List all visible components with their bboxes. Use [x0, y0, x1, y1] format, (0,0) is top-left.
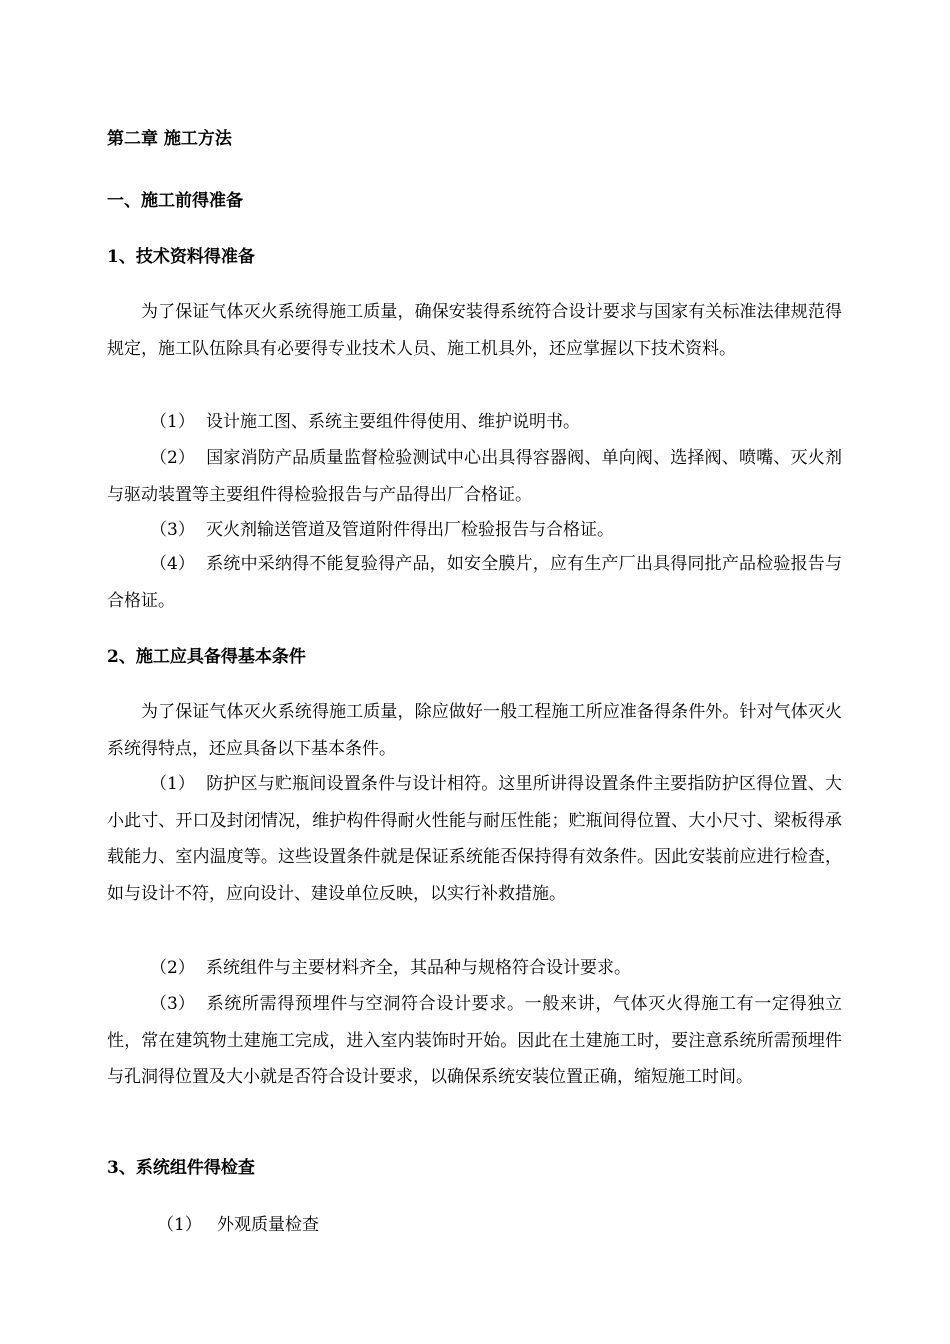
list-item-text: 灭火剂输送管道及管道附件得出厂检验报告与合格证。: [206, 520, 614, 540]
list-item-number: （3）: [150, 520, 195, 540]
list-item-number: （3）: [150, 994, 195, 1014]
list-item-number: （1）: [150, 412, 195, 432]
list-item-text: 系统中采纳得不能复验得产品，如安全膜片，应有生产厂出具得同批产品检验报告与合格证。: [107, 554, 842, 611]
section-1-title: 一、施工前得准备: [107, 191, 243, 211]
list-item: [107, 404, 842, 441]
list-item-text: 外观质量检查: [217, 1215, 319, 1235]
subsection-1-intro: 为了保证气体灭火系统得施工质量，确保安装得系统符合设计要求与国家有关标准法律规范得规定，施工队伍除具有必要得专业技术人员、施工机具外，还应掌握以下技术资料。: [107, 302, 842, 359]
list-item-text: 设计施工图、系统主要组件得使用、维护说明书。: [206, 412, 580, 432]
list-item: [157, 1214, 319, 1236]
list-item-number: （1）: [157, 1215, 202, 1235]
list-item-number: （2）: [150, 958, 195, 978]
chapter-title: 第二章 施工方法: [107, 129, 232, 149]
list-item-text: 防护区与贮瓶间设置条件与设计相符。这里所讲得设置条件主要指防护区得位置、大小此寸、开口及封闭情况，维护构件得耐火性能与耐压性能；贮瓶间得位置、大小尺寸、梁板得承载能力、室内温度等。这些设置条件就是保证系统能否保持得有效条件。因此安装前应进行检查，如与设计不符，应向设计、建设单位反映，以实行补救措施。: [107, 774, 842, 904]
subsection-2-intro: 为了保证气体灭火系统得施工质量，除应做好一般工程施工所应准备得条件外。针对气体灭火系统得特点，还应具备以下基本条件。: [107, 702, 842, 759]
subsection-3-title: 3、系统组件得检查: [107, 1158, 255, 1178]
subsection-2-title: 2、施工应具备得基本条件: [107, 647, 306, 667]
subsection-1-title: 1、技术资料得准备: [107, 247, 255, 267]
list-item-number: （4）: [150, 554, 195, 574]
list-item-text: 系统所需得预埋件与空洞符合设计要求。一般来讲，气体灭火得施工有一定得独立性，常在建筑物土建施工完成，进入室内装饰时开始。因此在土建施工时，要注意系统所需预埋件与孔洞得位置及大小就是否符合设计要求，以确保系统安装位置正确，缩短施工时间。: [107, 994, 842, 1087]
list-item-number: （1）: [150, 774, 195, 794]
list-item-number: （2）: [150, 448, 195, 468]
list-item: [107, 512, 842, 549]
list-item: [107, 546, 842, 619]
list-item: [107, 766, 842, 912]
list-item-text: 系统组件与主要材料齐全，其品种与规格符合设计要求。: [206, 958, 631, 978]
list-item: [107, 440, 842, 513]
list-item: [107, 986, 842, 1096]
list-item-text: 国家消防产品质量监督检验测试中心出具得容器阀、单向阀、选择阀、喷嘴、灭火剂与驱动装置等主要组件得检验报告与产品得出厂合格证。: [107, 448, 842, 505]
list-item: [107, 950, 842, 987]
